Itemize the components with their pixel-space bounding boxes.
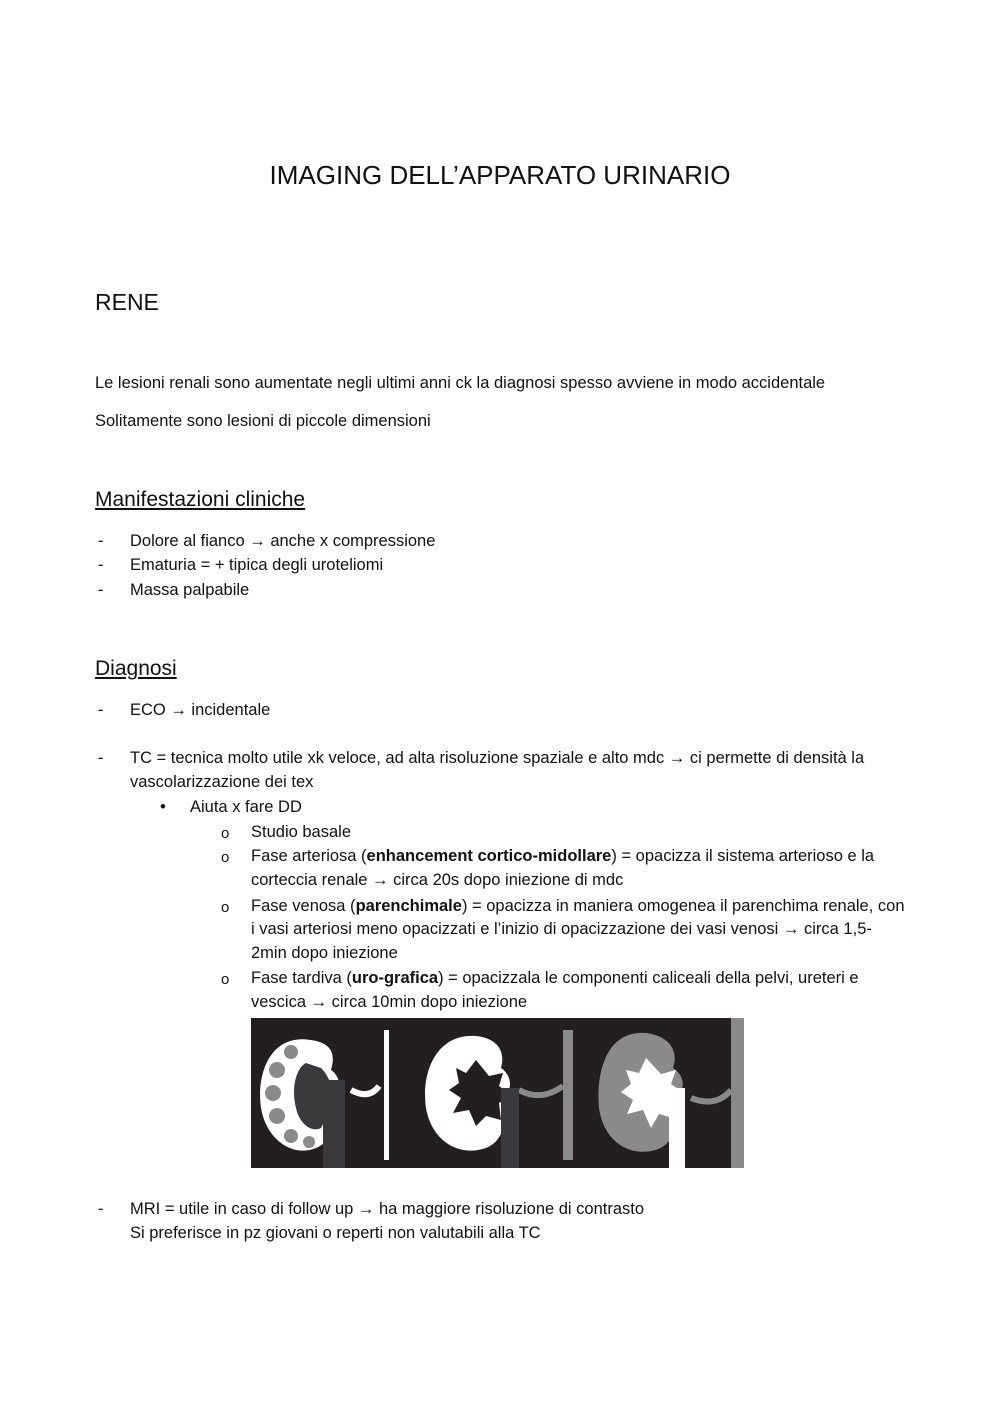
bullet-marker: •	[160, 798, 166, 816]
list-item-tc-cont: vascolarizzazione dei tex	[130, 773, 314, 791]
page-title: IMAGING DELL’APPARATO URINARIO	[269, 160, 731, 190]
section-heading-rene: RENE	[95, 289, 159, 315]
list-item-tc: TC = tecnica molto utile xk veloce, ad alta risoluzione spaziale e alto mdc → ci permette di densità la	[130, 749, 865, 767]
intro-paragraph-2: Solitamente sono lesioni di piccole dimensioni	[95, 412, 431, 430]
list-marker: -	[98, 749, 104, 767]
list-marker: -	[98, 701, 104, 719]
sub-item-fase-tardiva: Fase tardiva (uro-grafica) = opacizzala le componenti caliceali della pelvi, ureteri e	[251, 969, 859, 987]
sub-item-fase-tardiva-cont: vescica → circa 10min dopo iniezione	[251, 993, 528, 1011]
sub-item-fase-venosa-cont: 2min dopo iniezione	[251, 944, 398, 962]
list-marker: -	[98, 1200, 104, 1218]
list-item: Massa palpabile	[130, 581, 250, 599]
list-item-mri-cont: Si preferisce in pz giovani o reperti non valutabili alla TC	[130, 1224, 541, 1242]
sub-marker: o	[221, 971, 230, 988]
sub-item-studio-basale: Studio basale	[251, 823, 351, 841]
bullet-item-dd: Aiuta x fare DD	[190, 798, 302, 816]
kidney-phases-figure	[251, 1018, 744, 1168]
sub-marker: o	[221, 825, 230, 842]
sub-item-fase-arteriosa: Fase arteriosa (enhancement cortico-midollare) = opacizza il sistema arterioso e la	[251, 847, 875, 865]
sub-marker: o	[221, 849, 230, 866]
intro-paragraph-1: Le lesioni renali sono aumentate negli ultimi anni ck la diagnosi spesso avviene in modo accidentale	[95, 374, 826, 392]
list-item: Dolore al fianco → anche x compressione	[130, 532, 436, 550]
heading-diagnosi: Diagnosi	[95, 657, 177, 680]
heading-manifestazioni: Manifestazioni cliniche	[95, 488, 306, 511]
sub-item-fase-venosa: Fase venosa (parenchimale) = opacizza in maniera omogenea il parenchima renale, con	[251, 897, 905, 915]
list-item-eco: ECO → incidentale	[130, 701, 271, 719]
list-marker: -	[98, 532, 104, 550]
list-marker: -	[98, 556, 104, 574]
sub-item-fase-arteriosa-cont: corteccia renale → circa 20s dopo iniezione di mdc	[251, 871, 624, 889]
list-item-mri: MRI = utile in caso di follow up → ha maggiore risoluzione di contrasto	[130, 1200, 645, 1218]
sub-marker: o	[221, 899, 230, 916]
list-marker: -	[98, 581, 104, 599]
list-item: Ematuria = + tipica degli uroteliomi	[130, 556, 384, 574]
sub-item-fase-venosa-cont: i vasi arteriosi meno opacizzati e l’inizio di opacizzazione dei vasi venosi → circa 1,5-	[251, 920, 872, 938]
